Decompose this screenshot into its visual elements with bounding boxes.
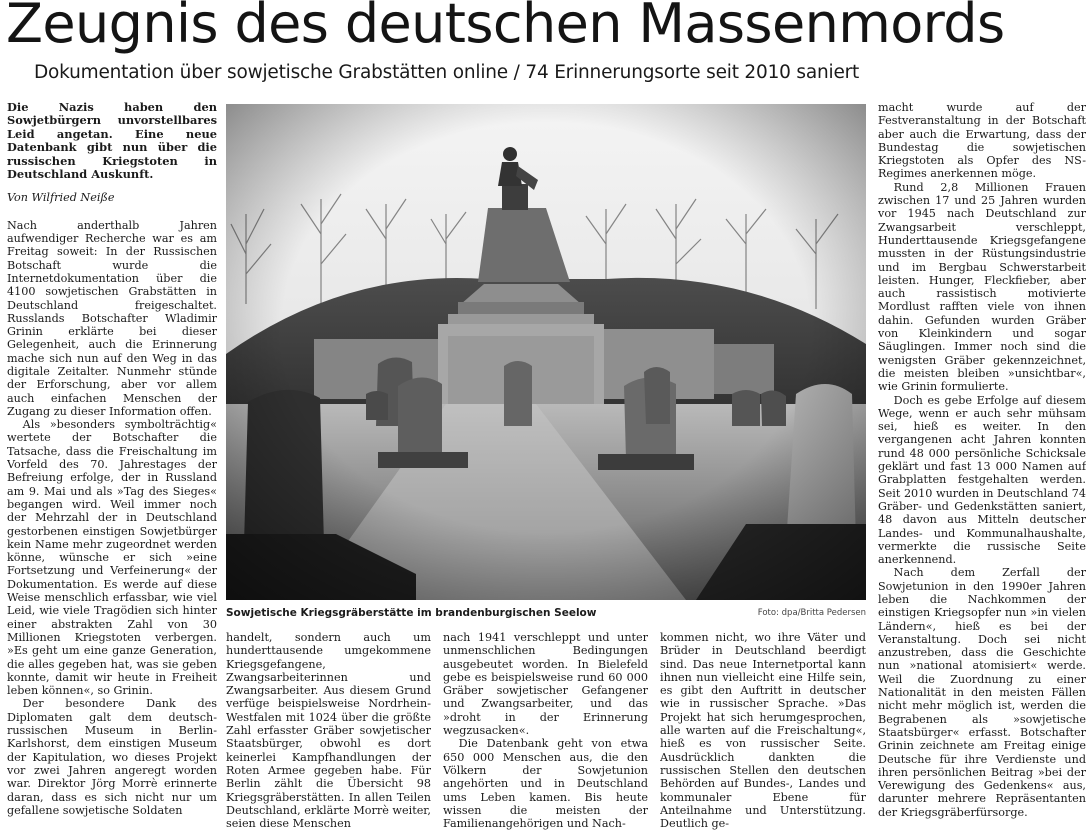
memorial-photo <box>226 104 866 600</box>
body-paragraph: Die Datenbank geht von etwa 650 000 Menschen aus, die den Völkern der Sowjetunion angehörten und in Deutschland ums Leben kamen. Bis heute wissen die meisten der Familienangehörigen und Nach- <box>443 737 648 831</box>
body-paragraph: handelt, sondern auch um hunderttausende umgekommene Kriegsgefangene, Zwangsarbeiterinnen und Zwangsarbeiter. Aus diesem Grund verfüge beispielsweise Nordrhein-Westfalen mit 1024 über die größte Zahl erfasster Gräber sowjetischer Staatsbürger, obwohl es dort keinerlei Kampfhandlungen der Roten Armee gegeben habe. Für Berlin zählt die Übersicht 98 Kriegsgräberstätten. In allen Teilen Deutschland, erklärte Morrè weiter, seien diese Menschen <box>226 631 431 831</box>
body-paragraph: Nach dem Zerfall der Sowjetunion in den 1990er Jahren leben die Nachkommen der einstigen Kriegsopfer nun »in vielen Ländern«, hieß es bei der Veranstaltung. Doch sei nicht anzustreben, dass die Geschichte nun »national atomisiert« werde. Weil die Zuordnung zu einer Nationalität in den meisten Fällen nicht mehr möglich ist, werden die Begrabenen als »sowjetische Staatsbürger« erfasst. Botschafter Grinin zeichnete am Freitag einige Deutsche für ihre Verdienste und ihren persönlichen Beitrag »bei der Verewigung des Gedenkens« aus, darunter mehrere Repräsentanten der Kriegsgräberfürsorge. <box>878 566 1086 819</box>
subheadline: Dokumentation über sowjetische Grabstätten online / 74 Erinnerungsorte seit 2010 saniert <box>34 62 860 83</box>
body-paragraph: macht wurde auf der Festveranstaltung in der Botschaft aber auch die Erwartung, dass der Bundestag die sowjetischen Kriegstoten als Opfer des NS-Regimes anerkennen möge. <box>878 101 1086 181</box>
body-paragraph: kommen nicht, wo ihre Väter und Brüder in Deutschland beerdigt sind. Das neue Internetportal kann ihnen nun vielleicht eine Hilfe sein, es gibt den Auftritt in deutscher wie in russischer Sprache. »Das Projekt hat sich herumgesprochen, alle warten auf die Freischaltung«, hieß es von russischer Seite. Ausdrücklich dankten die russischen Stellen den deutschen Behörden auf Bundes-, Landes und kommunaler Ebene für Anteilnahme und Unterstützung. Deutlich ge- <box>660 631 866 831</box>
article-column-4 <box>660 631 866 837</box>
article-column-5 <box>878 101 1086 837</box>
lead-paragraph: Die Nazis haben den Sowjetbürgern unvorstellbares Leid angetan. Eine neue Datenbank gibt nun über die russischen Kriegstoten in Deutschland Auskunft. <box>7 101 217 182</box>
body-paragraph: Nach anderthalb Jahren aufwendiger Recherche war es am Freitag soweit: In der Russischen Botschaft wurde die Internetdokumentation über die 4100 sowjetischen Grabstätten in Deutschland freigeschaltet. Russlands Botschafter Wladimir Grinin erklärte bei dieser Gelegenheit, auch die Erinnerung mache sich nun auf den Weg in das digitale Zeitalter. Nunmehr stünde der Erforschung, aber vor allem auch einfachen Menschen der Zugang zu dieser Information offen. <box>7 218 217 418</box>
headline: Zeugnis des deutschen Massenmords <box>6 0 1005 55</box>
body-paragraph: Doch es gebe Erfolge auf diesem Wege, wenn er auch sehr mühsam sei, hieß es weiter. In den vergangenen acht Jahren konnten rund 48 000 persönliche Schicksale geklärt und fast 13 000 Namen auf Grabplatten festgehalten werden. Seit 2010 wurden in Deutschland 74 Gräber- und Gedenkstätten saniert, 48 davon aus Mitteln deutscher Landes- und Kommunalhaushalte, vermerkte die russische Seite anerkennend. <box>878 393 1086 567</box>
body-paragraph: Als »besonders symbolträchtig« wertete der Botschafter die Tatsache, dass die Freischaltung im Vorfeld des 70. Jahrestages der Befreiung erfolge, der in Russland am 9. Mai und als »Tag des Sieges« begangen wird. Weil immer noch der Mehrzahl der in Deutschland gestorbenen einstigen Sowjetbürger kein Name mehr zugeordnet werden könne, wünsche er sich »eine Fortsetzung und Verfeinerung« der Dokumentation. Es werde auf diese Weise menschlich erfassbar, wie viel Leid, wie viele Tragödien sich hinter einer abstrakten Zahl von 30 Millionen Kriegstoten verbergen. »Es geht um eine ganze Generation, die alles gegeben hat, was sie geben konnte, damit wir heute in Freiheit leben können«, so Grinin. <box>7 418 217 698</box>
body-paragraph: Rund 2,8 Millionen Frauen zwischen 17 und 25 Jahren wurden vor 1945 nach Deutschland zur Zwangsarbeit verschleppt, Hunderttausende Kriegsgefangene mussten in der Rüstungsindustrie und im Bergbau Schwerstarbeit leisten. Hunger, Fleckfieber, aber auch rassistisch motivierte Mordlust rafften viele von ihnen dahin. Gefunden wurden Gräber von Kleinkindern und sogar Säuglingen. Immer noch sind die wenigsten Gräber gekennzeichnet, die meisten bleiben »unsichtbar«, wie Grinin formulierte. <box>878 180 1086 394</box>
byline: Von Wilfried Neiße <box>7 191 115 205</box>
body-paragraph: nach 1941 verschleppt und unter unmenschlichen Bedingungen ausgebeutet worden. In Bielefeld gebe es beispielsweise rund 60 000 Gräber sowjetischer Gefangener und Zwangsarbeiter, und das »droht in der Erinnerung wegzusacken«. <box>443 631 648 738</box>
article-column-2 <box>226 631 431 837</box>
photo-caption: Sowjetische Kriegsgräberstätte im brandenburgischen Seelow <box>226 607 597 619</box>
article-column-3 <box>443 631 648 837</box>
photo-caption-bar <box>226 604 866 622</box>
photo-credit: Foto: dpa/Britta Pedersen <box>757 608 866 618</box>
body-paragraph: Der besondere Dank des Diplomaten galt dem deutsch-russischen Museum in Berlin-Karlshorst, dem einstigen Museum der Kapitulation, wo dieses Projekt vor zwei Jahren angeregt worden war. Direktor Jörg Morrè erinnerte daran, dass es sich nicht nur um gefallene sowjetische Soldaten <box>7 697 217 817</box>
article-column-1 <box>7 101 217 837</box>
